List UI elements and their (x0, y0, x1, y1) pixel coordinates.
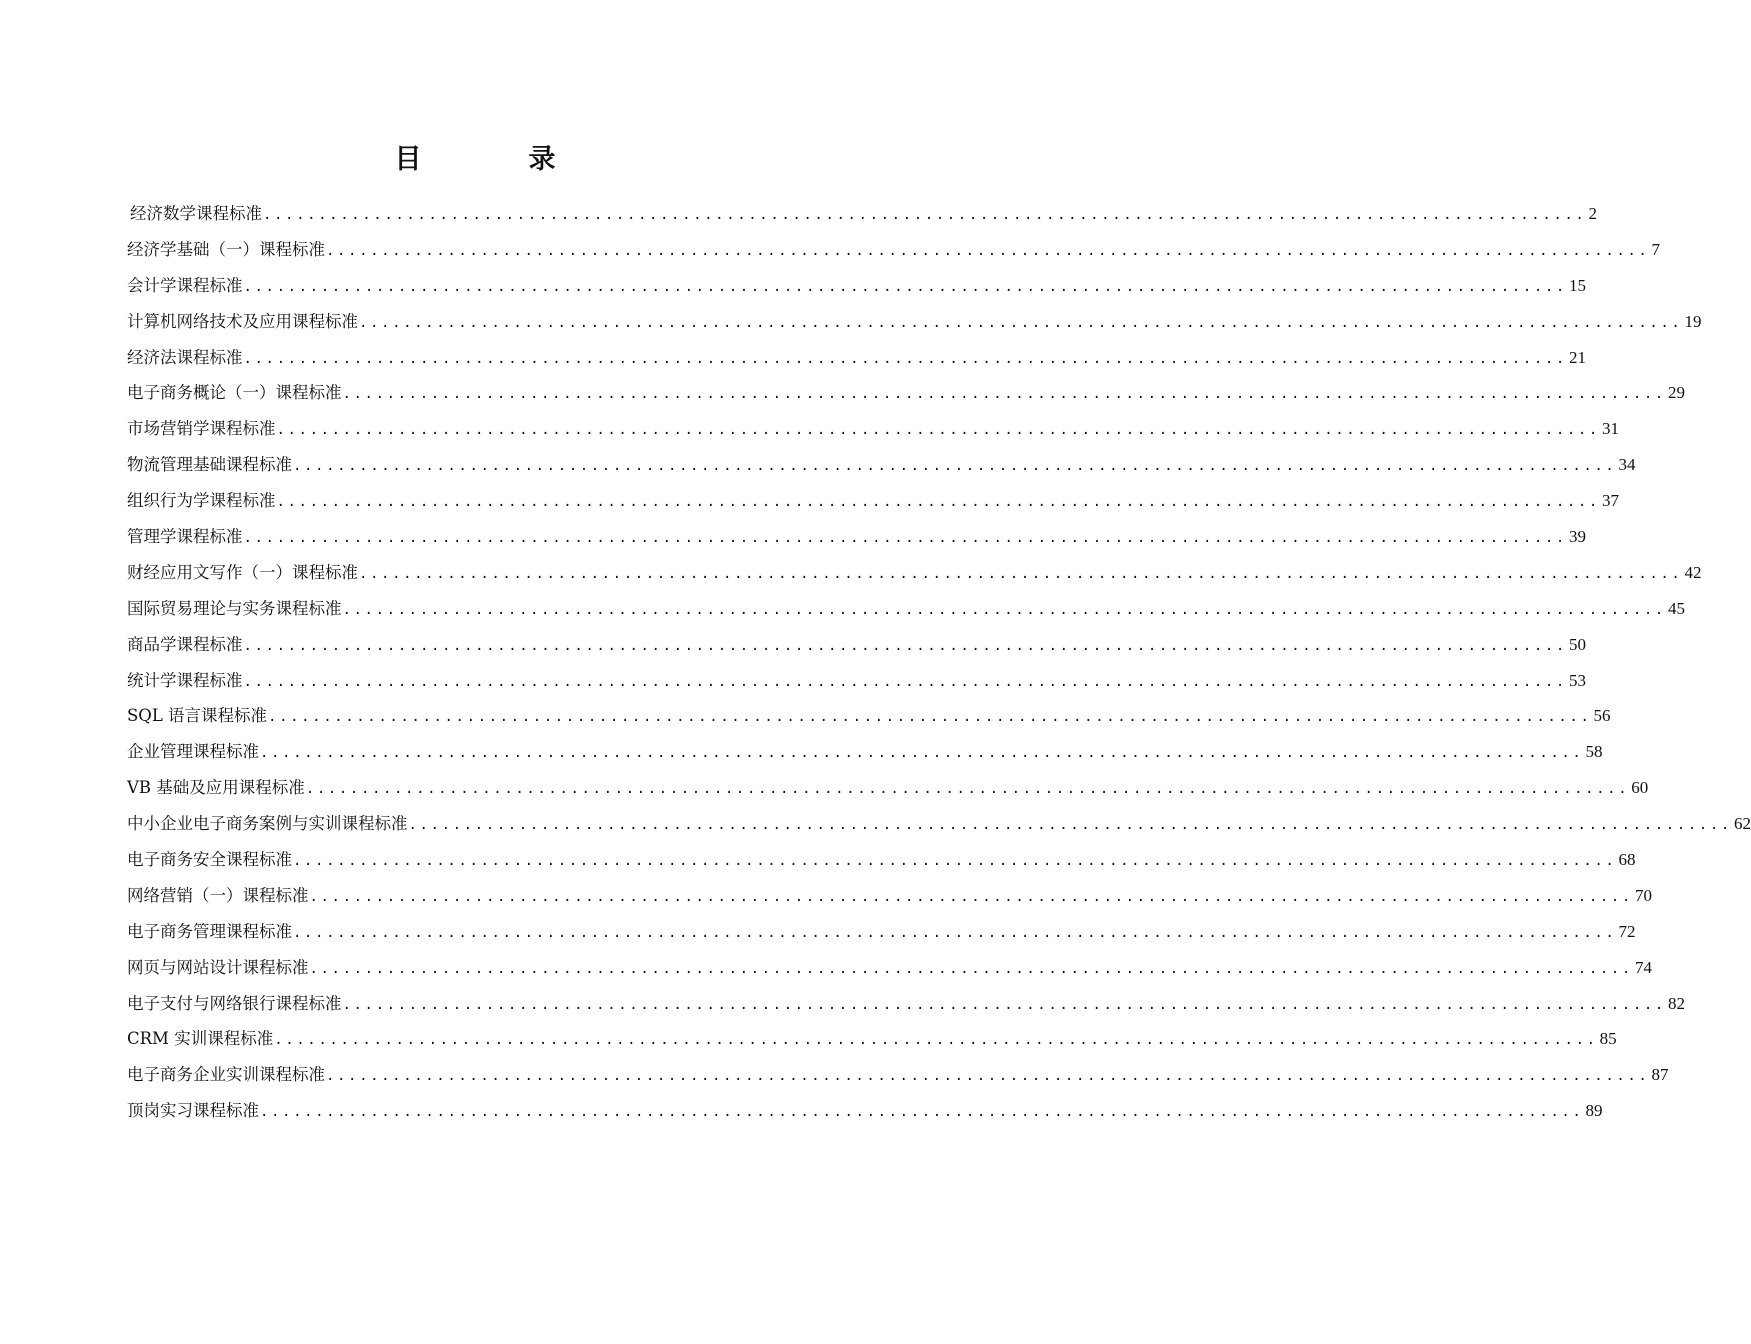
toc-entry-page-number: 53 (1568, 670, 1586, 690)
toc-entry-page-number: 89 (1585, 1101, 1603, 1121)
page-title: 目 录 (394, 144, 596, 175)
toc-dot-leader: ........................................................................................................................ (260, 745, 1584, 762)
toc-entry[interactable] (127, 916, 1636, 952)
toc-entry-label: 财经应用文写作（一）课程标准 (127, 562, 358, 582)
toc-entry-page-number: 50 (1568, 634, 1586, 654)
toc-entry[interactable] (127, 808, 1751, 844)
toc-entry[interactable] (127, 485, 1619, 521)
toc-entry[interactable] (127, 700, 1611, 736)
toc-entry-label: 电子商务企业实训课程标准 (127, 1065, 325, 1085)
toc-entry-page-number: 87 (1651, 1065, 1669, 1085)
toc-entry[interactable] (127, 413, 1619, 449)
toc-entry-label: 企业管理课程标准 (127, 742, 259, 762)
toc-entry-page-number: 21 (1568, 347, 1586, 367)
toc-entry-page-number: 82 (1667, 993, 1685, 1013)
toc-entry-label: 组织行为学课程标准 (127, 491, 276, 511)
toc-entry[interactable] (127, 342, 1586, 378)
toc-entry-label: 管理学课程标准 (127, 527, 243, 547)
toc-dot-leader: ........................................................................................................................ (359, 314, 1683, 331)
toc-entry-page-number: 72 (1618, 921, 1636, 941)
toc-entry-label: 中小企业电子商务案例与实训课程标准 (127, 814, 408, 834)
toc-entry-page-number: 74 (1634, 957, 1652, 977)
toc-dot-leader: ........................................................................................................................ (342, 996, 1666, 1013)
toc-entry[interactable] (127, 1023, 1617, 1059)
toc-entry-page-number: 62 (1733, 814, 1751, 834)
toc-entry[interactable] (127, 234, 1660, 270)
toc-entry[interactable] (127, 1059, 1669, 1095)
toc-entry[interactable] (127, 772, 1649, 808)
toc-entry[interactable] (127, 844, 1636, 880)
toc-entry-page-number: 37 (1601, 491, 1619, 511)
toc-entry[interactable] (127, 557, 1702, 593)
toc-dot-leader: ........................................................................................................................ (309, 960, 1633, 977)
toc-entry-page-number: 42 (1684, 562, 1702, 582)
toc-entry-label: 电子商务管理课程标准 (127, 921, 292, 941)
toc-dot-leader: ........................................................................................................................ (276, 422, 1600, 439)
toc-dot-leader: ........................................................................................................................ (342, 386, 1666, 403)
toc-dot-leader: ........................................................................................................................ (305, 781, 1630, 798)
toc-dot-leader: ........................................................................................................................ (359, 565, 1683, 582)
toc-dot-leader: ........................................................................................................................ (260, 1104, 1584, 1121)
toc-entry-label: CRM 实训课程标准 (127, 1029, 274, 1049)
toc-dot-leader: ........................................................................................................................ (408, 817, 1732, 834)
toc-entry-label: 商品学课程标准 (127, 634, 243, 654)
toc-entry-page-number: 58 (1585, 742, 1603, 762)
toc-entry-page-number: 45 (1667, 598, 1685, 618)
toc-dot-leader: ........................................................................................................................ (274, 1032, 1598, 1049)
toc-dot-leader: ........................................................................................................................ (243, 350, 1567, 367)
toc-entry-label: 会计学课程标准 (127, 275, 243, 295)
toc-entry-label: 电子商务概论（一）课程标准 (127, 383, 342, 403)
toc-entry-page-number: 68 (1618, 850, 1636, 870)
toc-dot-leader: ........................................................................................................................ (263, 207, 1587, 223)
toc-entry-label: 顶岗实习课程标准 (127, 1101, 259, 1121)
toc-entry[interactable] (127, 880, 1652, 916)
toc-entry-label: 经济学基础（一）课程标准 (127, 239, 325, 259)
toc-dot-leader: ........................................................................................................................ (309, 888, 1633, 905)
toc-entry-label: VB 基础及应用课程标准 (127, 778, 305, 798)
toc-entry[interactable] (127, 629, 1586, 665)
toc-entry-page-number: 85 (1599, 1029, 1617, 1049)
toc-entry-page-number: 31 (1601, 419, 1619, 439)
toc-dot-leader: ........................................................................................................................ (293, 853, 1617, 870)
toc-dot-leader: ........................................................................................................................ (276, 494, 1600, 511)
toc-entry-label: 经济数学课程标准 (130, 204, 262, 223)
toc-entry[interactable] (127, 198, 1597, 234)
toc-dot-leader: ........................................................................................................................ (243, 530, 1567, 547)
toc-entry-page-number: 7 (1651, 239, 1660, 259)
toc-entry-label: 网页与网站设计课程标准 (127, 957, 309, 977)
toc-entry[interactable] (127, 521, 1586, 557)
toc-entry-label: 电子商务安全课程标准 (127, 850, 292, 870)
toc-dot-leader: ........................................................................................................................ (293, 458, 1617, 475)
toc-entry-page-number: 60 (1631, 778, 1649, 798)
toc-entry-page-number: 34 (1618, 455, 1636, 475)
toc-entry[interactable] (127, 1095, 1603, 1131)
toc-entry-label: 网络营销（一）课程标准 (127, 885, 309, 905)
toc-entry-page-number: 2 (1588, 204, 1597, 223)
toc-entry-label: 经济法课程标准 (127, 347, 243, 367)
toc-entry[interactable] (127, 449, 1636, 485)
toc-entry-page-number: 29 (1667, 383, 1685, 403)
toc-entry[interactable] (127, 988, 1685, 1024)
toc-entry[interactable] (127, 665, 1586, 701)
toc-entry-page-number: 19 (1684, 311, 1702, 331)
toc-entry-label: 国际贸易理论与实务课程标准 (127, 598, 342, 618)
toc-entry-label: 计算机网络技术及应用课程标准 (127, 311, 358, 331)
toc-entry[interactable] (127, 270, 1586, 306)
toc-dot-leader: ........................................................................................................................ (243, 673, 1567, 690)
toc-entry-label: 市场营销学课程标准 (127, 419, 276, 439)
toc-entry-label: 电子支付与网络银行课程标准 (127, 993, 342, 1013)
toc-entry-page-number: 56 (1593, 706, 1611, 726)
toc-dot-leader: ........................................................................................................................ (243, 278, 1567, 295)
toc-list (127, 198, 1751, 1131)
toc-dot-leader: ........................................................................................................................ (326, 242, 1650, 259)
toc-dot-leader: ........................................................................................................................ (326, 1068, 1650, 1085)
toc-dot-leader: ........................................................................................................................ (268, 709, 1592, 726)
toc-entry[interactable] (127, 306, 1702, 342)
toc-entry[interactable] (127, 593, 1685, 629)
toc-dot-leader: ........................................................................................................................ (293, 924, 1617, 941)
toc-entry-label: SQL 语言课程标准 (127, 706, 268, 726)
toc-entry-page-number: 39 (1568, 527, 1586, 547)
toc-entry[interactable] (127, 377, 1685, 413)
toc-dot-leader: ........................................................................................................................ (243, 637, 1567, 654)
toc-entry-label: 统计学课程标准 (127, 670, 243, 690)
toc-entry[interactable] (127, 736, 1603, 772)
toc-dot-leader: ........................................................................................................................ (342, 601, 1666, 618)
toc-entry-page-number: 70 (1634, 885, 1652, 905)
toc-entry[interactable] (127, 952, 1652, 988)
toc-entry-page-number: 15 (1568, 275, 1586, 295)
toc-entry-label: 物流管理基础课程标准 (127, 455, 292, 475)
